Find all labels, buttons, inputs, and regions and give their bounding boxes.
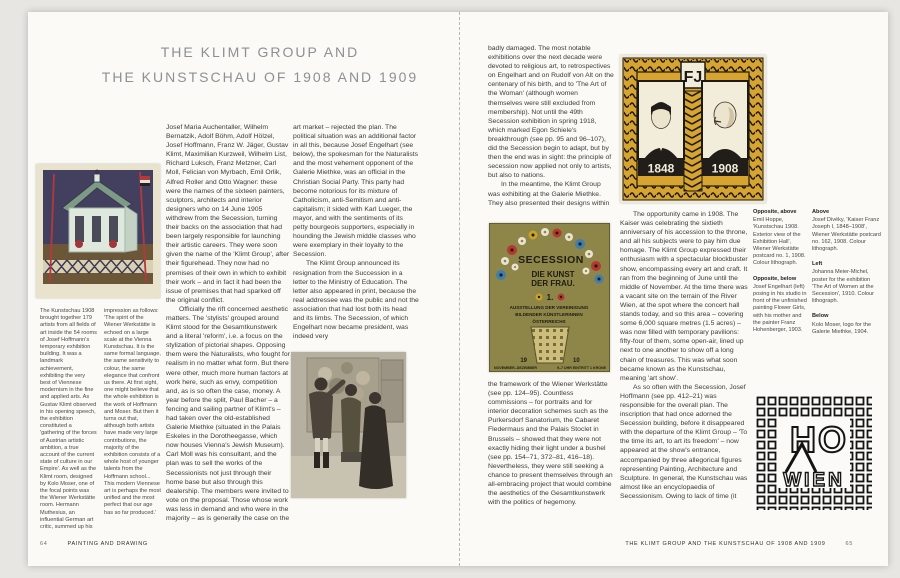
captions-column-b — [812, 209, 882, 344]
caption-opposite-above — [753, 209, 809, 268]
caption-body: Kolo Moser, logo for the Galerie Miethke, 1904. — [812, 321, 872, 335]
kaiser-monogram-text: FJ — [683, 69, 703, 86]
poster-subtitle2-text: DER FRAU. — [531, 279, 575, 288]
sidebar-caption-col1: The Kunstschau 1908 brought together 179 artists from all fields of art inside the 54 rooms of Josef Hoffmann's temporary exhibition building. It was a landmark achievement, exhibiting the very best of Viennese modernism in the fine and applied arts. As Gustav Klimt observed in his opening speech, the exhibition constituted a 'gathering of the forces of Austrian artistic ambition, a true account of the current state of culture in our Empire'. As well as the Klimt room, designed by Kolo Moser, one of the focal points was the Wiener Werkstätte room. Hermann Muthesius, an influential German art critic, summed up his — [40, 308, 97, 531]
paragraph: the framework of the Wiener Werkstätte (see pp. 124–95). Countless commissions – for portraits and for interior decoration schemes such as the Purkersdorf Sanatorium, the Cabaret Fledermaus and the Palais Stoclet in Brussels – showed that they were not exactly hiding their light under a bushel (see pp. 154–71, 372–81, 416–18). Nevertheless, they were still seeking a chance to present themselves through an all-embracing project that would combine the aesthetics of the Gesamtkunstwerk with the politics of hegemony. — [488, 381, 613, 507]
caption-head: Opposite, above — [753, 209, 797, 215]
poster-subtitle-text: DIE KUNST — [531, 270, 575, 279]
chapter-title — [70, 40, 450, 90]
left-footer — [40, 541, 148, 547]
secession-poster-image — [489, 223, 610, 372]
logo-letter-o: O — [818, 419, 847, 460]
paragraph: In the meantime, the Klimt Group was exhibiting at the Galerie Miethke. They also presented their designs within — [488, 181, 610, 207]
paragraph: art market – rejected the plan. The political situation was an additional factor in all this, because Josef Engelhart (see below), the spokesman for the Naturalists and the most vehement opponent of the Galerie Miethke, was an official in the Christian Social Party. This party had become notorious for its mixture of Catholicism, anti-Semitism and anti-capitalism; it sided with Karl Lueger, the mayor, and with the sentiments of its petty bourgeois supporters, especially in hounding the Jewish middle classes who were exemplary in their loyalty to the Secession. — [293, 124, 419, 259]
center-fold-line — [459, 12, 460, 566]
poster-line6-text: BILDENDER KÜNSTLERINNEN — [515, 312, 583, 317]
caption-left — [812, 261, 882, 305]
paragraph: The opportunity came in 1908. The Kaiser was celebrating the sixtieth anniversary of his accession to the throne, and all his subjects were to pay him due homage. The Klimt Group expressed their enthusiasm with a spectacular blockbuster show, encompassing every art and craft. It ran from the beginning of June until the middle of November. At the time there was a vacant site on the terrain of the River Wien, at the spot where the concert hall stands today, and so this area – covering some 6,000 square metres (1.5 acres) – was now filled with temporary pavilions: fifty-four of them, some open-air, lined up next to one another to show off a long chain of treasures. This was what soon became known as the Kunstschau, meaning 'art show'. — [620, 211, 748, 382]
sidebar-caption — [40, 308, 162, 531]
chapter-title-line1: THE KLIMT GROUP AND — [160, 44, 360, 60]
caption-opposite-below — [753, 276, 809, 335]
chapter-title-line2: THE KUNSTSCHAU OF 1908 AND 1909 — [101, 69, 419, 85]
captions-column-a — [753, 209, 809, 342]
right-page-column-1-top — [488, 44, 614, 208]
right-footer — [520, 541, 853, 547]
caption-below — [812, 313, 882, 336]
paragraph: Josef Maria Auchentaller, Wilhelm Bernatzik, Adolf Böhm, Adolf Hölzel, Josef Hoffmann, Franz W. Jäger, Gustav Klimt, Maximilian Kurzweil, Wilhelm List, Richard Luksch, Franz Metzner, Carl Moll, Felician von Myrbach, Emil Orlik, Alfred Roller and Otto Wagner: these were the names of the sixteen painters, sculptors, architects and interior designers who on 14 June 1905 withdrew from the Secession, turning their backs on the association that had been largely responsible for launching their artistic careers. They were soon given the name of the 'Klimt Group', after their figurehead. They now had no premises of their own in which to exhibit their work – and in fact it had been the issue of premises that had sparked off the original conflict. — [166, 124, 290, 304]
caption-body: Johanna Meier-Michel, poster for the exhibition 'The Art of Women at the Secession', 1910. Colour lithograph. — [812, 269, 875, 305]
kaiser-year-left-text: 1848 — [647, 161, 675, 176]
miethke-logo-image — [756, 396, 872, 510]
poster-title-text: SECESSION — [518, 254, 584, 266]
right-page-column-2 — [620, 210, 748, 501]
kunstschau-postcard-image — [36, 164, 160, 298]
left-page-column-2 — [293, 123, 419, 341]
logo-wien-text: WIEN — [783, 470, 845, 491]
right-page-number: 65 — [845, 541, 853, 547]
logo-letter-h: H — [790, 419, 816, 460]
caption-body: Emil Hoppe, 'Kunstschau 1908. Exterior view of the Exhibition Hall', Wiener Werkstätte postcard no. 1, 1908. Colour lithograph. — [753, 217, 806, 267]
poster-dates-text: NOVEMBER–DEZEMBER — [494, 366, 537, 370]
caption-head: Below — [812, 313, 829, 320]
paragraph: As so often with the Secession, Josef Hoffmann (see pp. 412–21) was responsible for the overall plan. The inscription that had once adorned the Secession building, before it disappeared with the departure of the Klimt Group – 'To the time its art, to art its freedom' – now appeared at the show's entrance, accompanied by three allegorical figures representing Painting, Architecture and Sculpture. In general, the Kunstschau was almost like an encyclopaedia of Secessionism. Owing to lack of time (it — [620, 383, 748, 500]
caption-body: Josef Divéky, 'Kaiser Franz Joseph I, 1848–1908', Wiener Werkstätte postcard no. 162, 1908. Colour lithograph. — [812, 217, 881, 253]
paragraph: badly damaged. The most notable exhibitions over the next decade were devoted to religious art, to retrospectives on Engelhart and on Rudolf von Alt on the centenary of his birth, and to 'The Art of the Woman' (although women themselves were still excluded from membership). Not until the 49th Secession exhibition in spring 1918, which marked Egon Schiele's breakthrough (see pp. 95 and 96–107), did the Secession begin to adapt, but by then the end was in sight: the principle of secession now applied not only to artists, but also to nations. — [488, 45, 614, 180]
right-footer-label: THE KLIMT GROUP AND THE KUNSTSCHAU OF 1908 AND 1909 — [625, 541, 826, 547]
kaiser-year-right-text: 1908 — [711, 161, 739, 176]
left-page-number: 64 — [40, 541, 48, 547]
caption-above — [812, 209, 882, 253]
poster-hours-text: 9–7 UHR EINTRITT 1 KRONE — [557, 366, 606, 370]
poster-year-left-text: 19 — [520, 358, 527, 364]
caption-body: Josef Engelhart (left) posing in his studio in front of the unfinished painting Flower Girls, with his mother and the painter Franz Hohenberger, 1903. — [753, 283, 807, 334]
engelhart-studio-photo — [291, 352, 406, 498]
poster-number-text: 1. — [546, 293, 554, 302]
sidebar-caption-col2: impression as follows: 'The spirit of the Wiener Werkstätte is echoed on a large scale at the Vienna Kunstschau. It is the same formal language, the same sensitivity to colour, the same elegance that confront us there. At first sight, one might believe that the whole exhibition is the work of Hoffmann and Moser. But then it turns out that, although both artists have made very large contributions, the majority of the exhibition consists of a whole host of younger talents from the Hoffmann school... This modern Viennese art is perhaps the most unified and the most perfect that our age has so far produced.' — [104, 308, 161, 516]
poster-line7-text: ÖSTERREICHS — [532, 319, 566, 324]
poster-year-right-text: 10 — [573, 358, 580, 364]
caption-head: Above — [812, 209, 830, 215]
right-page-column-1-bottom — [488, 380, 614, 507]
left-footer-label: PAINTING AND DRAWING — [67, 541, 148, 547]
caption-head: Opposite, below — [753, 275, 797, 282]
left-page-column-1 — [166, 123, 290, 523]
poster-line5-text: AUSSTELLUNG DER VEREINIGUNG — [509, 305, 589, 310]
paragraph: The Klimt Group announced its resignation from the Succession in a letter to the Ministry of Education. The letter also appeared in print, because the real addressee was the public and not the association that had lost both its head and its limbs. The Secession, of which Engelhart now became president, was indeed very — [293, 260, 419, 341]
paragraph: Officially the rift concerned aesthetic matters. The 'stylists' grouped around Klimt stood for the Gesamtkunstwerk and a literal 'reform', i.e. a focus on the stylization of pictorial shapes. Opposing them were the Naturalists, who fought for realism in no matter what form. But there were other, much more human factors at work here, such as envy, competition and, as is so often the case, money. A year before the split, Paul Bacher – a fencing and sailing partner of Klimt's – had taken over the old-established Galerie Miethke (situated in the Palais Eskeles in the Dorotheegasse, which now houses Vienna's Jewish Museum). Carl Moll was his consultant, and the plan was to sell the works of the Secessionists not just through their home base but also through this dealership. The members were invited to vote on the proposal. Those whose work was less in demand and who were in the majority – as is generally the case on the — [166, 305, 290, 523]
kaiser-postcard-image — [620, 55, 766, 203]
caption-head: Left — [812, 261, 823, 268]
